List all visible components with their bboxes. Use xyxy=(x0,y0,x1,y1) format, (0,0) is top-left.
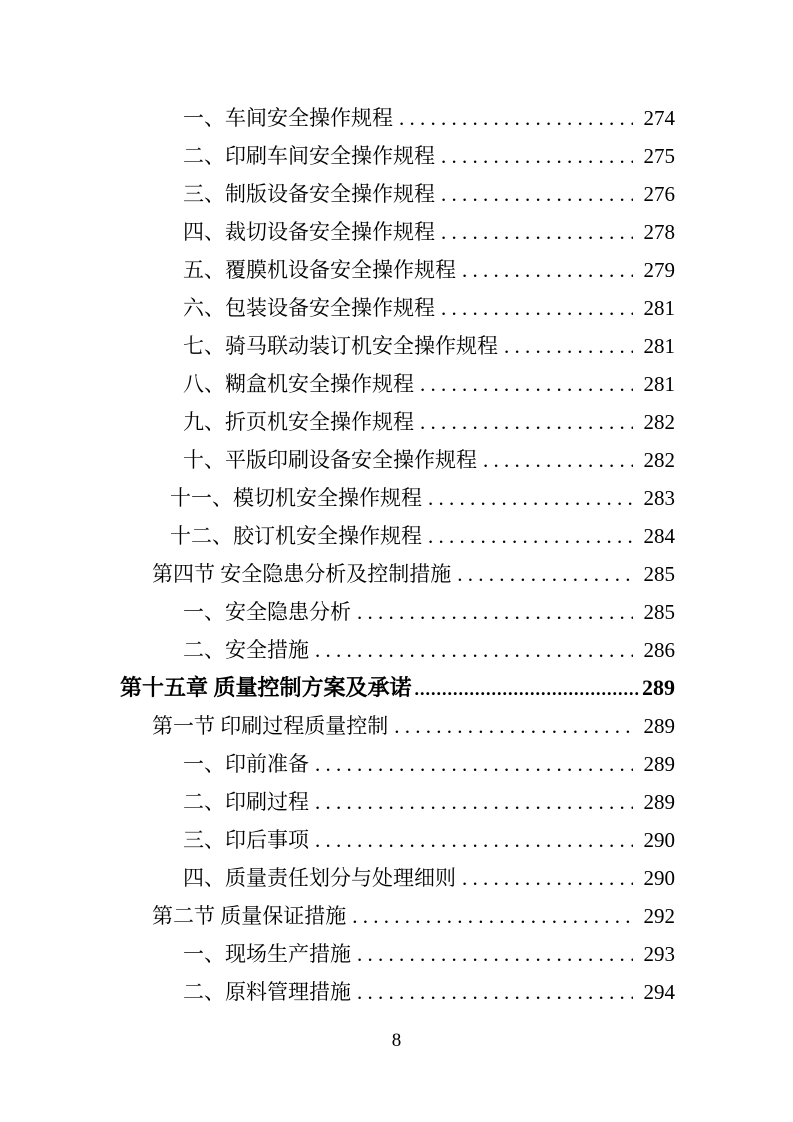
page-number: 8 xyxy=(391,1030,402,1051)
toc-entry xyxy=(120,479,675,517)
toc-entry xyxy=(120,555,675,593)
toc-entry xyxy=(120,973,675,1011)
toc-entry-page: 281 xyxy=(643,372,675,396)
toc-entry-page: 274 xyxy=(643,106,675,130)
toc-dot-leader xyxy=(441,213,633,251)
toc-dot-leader xyxy=(441,175,633,213)
toc-entry xyxy=(120,783,675,821)
toc-entry xyxy=(120,403,675,441)
toc-entry-label: 二、安全措施 xyxy=(183,638,309,662)
toc-entry xyxy=(120,745,675,783)
toc-dot-leader xyxy=(357,593,633,631)
toc-dot-leader xyxy=(315,821,633,859)
toc-dot-leader xyxy=(420,365,633,403)
toc-dot-leader xyxy=(457,555,633,593)
toc-entry xyxy=(120,821,675,859)
toc-entry xyxy=(120,213,675,251)
toc-entry-label: 二、原料管理措施 xyxy=(183,980,351,1004)
toc-entry-label: 七、骑马联动装订机安全操作规程 xyxy=(183,334,498,358)
toc-dot-leader xyxy=(315,783,633,821)
toc-entry-label: 第四节 安全隐患分析及控制措施 xyxy=(152,562,452,586)
toc-entry-page: 289 xyxy=(643,790,675,814)
toc-entry-page: 278 xyxy=(643,220,675,244)
toc-entry xyxy=(120,593,675,631)
toc-entry xyxy=(120,441,675,479)
toc-entry-label: 一、安全隐患分析 xyxy=(183,600,351,624)
toc-dot-leader xyxy=(352,897,633,935)
toc-entry-page: 281 xyxy=(643,334,675,358)
toc-entry-page: 292 xyxy=(643,904,675,928)
toc-entry-page: 275 xyxy=(643,144,675,168)
toc-dot-leader xyxy=(483,441,633,479)
toc-entry xyxy=(120,137,675,175)
toc-entry xyxy=(120,935,675,973)
toc-dot-leader xyxy=(462,859,633,897)
toc-entry-page: 285 xyxy=(643,562,675,586)
toc-entry xyxy=(120,251,675,289)
toc-entry-label: 十、平版印刷设备安全操作规程 xyxy=(183,448,477,472)
toc-entry-label: 三、制版设备安全操作规程 xyxy=(183,182,435,206)
toc-entry xyxy=(120,517,675,555)
toc-entry-page: 284 xyxy=(643,524,675,548)
toc-entry-page: 282 xyxy=(643,448,675,472)
toc-entry-label: 四、质量责任划分与处理细则 xyxy=(183,866,456,890)
toc-entry xyxy=(120,327,675,365)
toc-entry-page: 279 xyxy=(643,258,675,282)
toc-entry xyxy=(120,175,675,213)
toc-dot-leader xyxy=(420,403,633,441)
toc-entry xyxy=(120,631,675,669)
toc-entry-label: 二、印刷过程 xyxy=(183,790,309,814)
toc-dot-leader xyxy=(357,935,633,973)
toc-dot-leader xyxy=(399,99,633,137)
toc-entry-page: 281 xyxy=(643,296,675,320)
toc-entry-page: 290 xyxy=(643,828,675,852)
toc-entry-label: 九、折页机安全操作规程 xyxy=(183,410,414,434)
toc-entry-label: 六、包装设备安全操作规程 xyxy=(183,296,435,320)
toc-entry-label: 一、印前准备 xyxy=(183,752,309,776)
toc-dot-leader xyxy=(415,669,640,708)
toc-entry-page: 276 xyxy=(643,182,675,206)
toc-entry xyxy=(120,99,675,137)
table-of-contents xyxy=(120,99,675,1011)
toc-entry xyxy=(120,289,675,327)
toc-dot-leader xyxy=(462,251,633,289)
toc-entry-page: 283 xyxy=(643,486,675,510)
toc-entry-label: 十二、胶订机安全操作规程 xyxy=(170,524,422,548)
toc-dot-leader xyxy=(428,479,633,517)
toc-entry-label: 第二节 质量保证措施 xyxy=(152,904,347,928)
toc-entry-label: 二、印刷车间安全操作规程 xyxy=(183,144,435,168)
toc-entry-label: 第一节 印刷过程质量控制 xyxy=(152,714,389,738)
toc-entry-label: 第十五章 质量控制方案及承诺 xyxy=(120,675,412,700)
toc-dot-leader xyxy=(315,631,633,669)
toc-entry-page: 294 xyxy=(643,980,675,1004)
toc-entry-page: 293 xyxy=(643,942,675,966)
toc-entry-page: 289 xyxy=(643,752,675,776)
toc-entry-page: 285 xyxy=(643,600,675,624)
toc-dot-leader xyxy=(394,707,633,745)
toc-entry-label: 八、糊盒机安全操作规程 xyxy=(183,372,414,396)
toc-dot-leader xyxy=(441,289,633,327)
toc-entry xyxy=(120,707,675,745)
toc-dot-leader xyxy=(315,745,633,783)
toc-entry xyxy=(120,365,675,403)
toc-entry-page: 286 xyxy=(643,638,675,662)
toc-entry xyxy=(120,859,675,897)
toc-entry-label: 一、车间安全操作规程 xyxy=(183,106,393,130)
toc-entry-label: 一、现场生产措施 xyxy=(183,942,351,966)
toc-entry-page: 289 xyxy=(643,714,675,738)
toc-entry-page: 282 xyxy=(643,410,675,434)
toc-dot-leader xyxy=(357,973,633,1011)
toc-entry xyxy=(120,669,675,707)
page-footer xyxy=(0,1028,793,1054)
toc-dot-leader xyxy=(441,137,633,175)
toc-dot-leader xyxy=(428,517,633,555)
toc-entry-page: 289 xyxy=(642,675,675,700)
toc-entry-page: 290 xyxy=(643,866,675,890)
toc-entry xyxy=(120,897,675,935)
toc-dot-leader xyxy=(504,327,633,365)
toc-entry-label: 四、裁切设备安全操作规程 xyxy=(183,220,435,244)
toc-entry-label: 三、印后事项 xyxy=(183,828,309,852)
toc-entry-label: 十一、模切机安全操作规程 xyxy=(170,486,422,510)
toc-entry-label: 五、覆膜机设备安全操作规程 xyxy=(183,258,456,282)
